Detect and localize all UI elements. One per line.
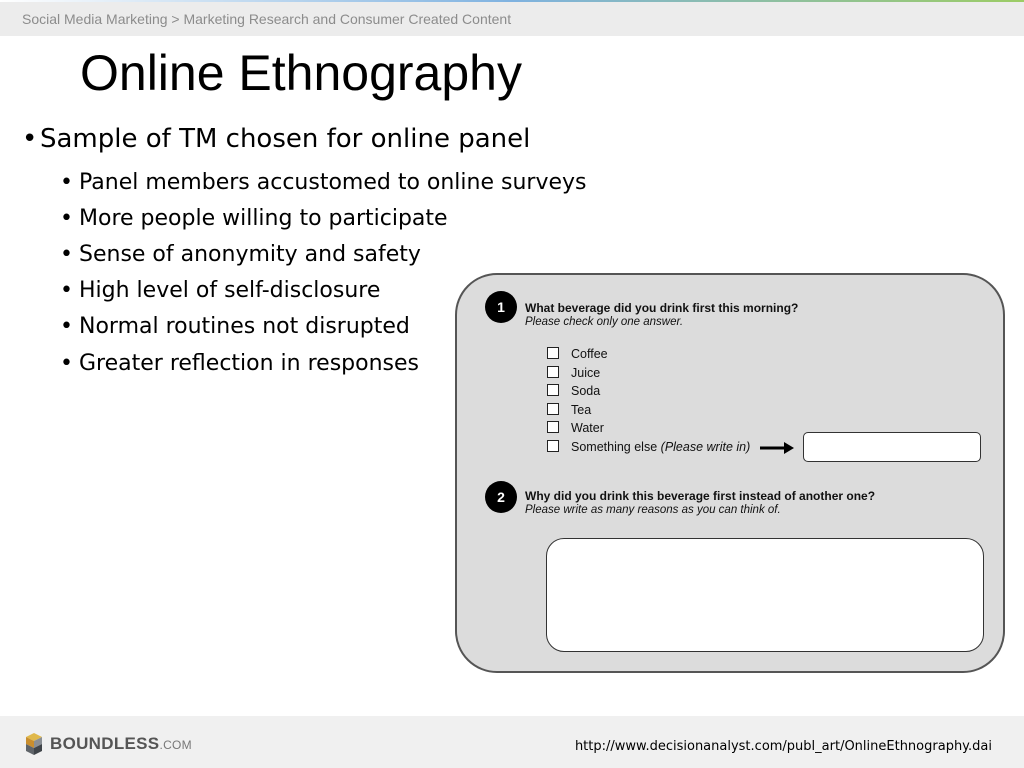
checkbox	[547, 384, 559, 396]
sub-bullet-text: High level of self-disclosure	[79, 278, 381, 303]
source-url: http://www.decisionanalyst.com/publ_art/OnlineEthnography.dai	[574, 739, 992, 754]
option-label: Juice	[571, 366, 601, 380]
survey-image	[455, 273, 1005, 673]
option-hint: (Please write in)	[660, 440, 751, 454]
question-2-text: Why did you drink this beverage first instead of another one?	[525, 489, 876, 503]
option-label: Water	[571, 421, 604, 435]
option-label: Soda	[571, 384, 601, 398]
logo-wordmark	[50, 734, 192, 754]
question-2-badge: 2	[485, 481, 517, 513]
bullet-dot: •	[60, 170, 73, 195]
bullet-text: Sample of TM chosen for online panel	[40, 124, 531, 154]
boundless-logo	[22, 732, 192, 758]
survey-option	[547, 421, 604, 437]
top-bar	[0, 0, 1024, 36]
write-in-box	[803, 432, 981, 462]
accent-line	[0, 0, 1024, 2]
survey-option	[547, 384, 600, 400]
survey-option	[547, 347, 608, 363]
sub-bullet-text: Greater reflection in responses	[79, 351, 419, 376]
checkbox	[547, 403, 559, 415]
sub-bullet-text: More people willing to participate	[79, 206, 448, 231]
sub-bullet-item	[60, 206, 448, 231]
breadcrumb: Social Media Marketing > Marketing Research and Consumer Created Content	[22, 11, 512, 27]
bullet-dot: •	[60, 314, 73, 339]
sub-bullet-item	[60, 242, 421, 267]
boundless-cubes-icon	[22, 732, 46, 756]
checkbox	[547, 440, 559, 452]
sub-bullet-item	[60, 314, 410, 339]
question-1-badge: 1	[485, 291, 517, 323]
sub-bullet-item	[60, 351, 419, 376]
sub-bullet-item	[60, 170, 587, 195]
bullet-item	[22, 124, 530, 154]
question-2-instruction: Please write as many reasons as you can think of.	[525, 504, 781, 516]
survey-option-other	[547, 440, 794, 456]
bullet-dot: •	[22, 124, 38, 154]
sub-bullet-item	[60, 278, 380, 303]
footer	[0, 716, 1024, 768]
question-1-text: What beverage did you drink first this morning?	[525, 301, 799, 315]
sub-bullet-text: Panel members accustomed to online surveys	[79, 170, 587, 195]
arrow-right-icon	[760, 442, 794, 454]
checkbox	[547, 421, 559, 433]
survey-option	[547, 366, 600, 382]
checkbox	[547, 347, 559, 359]
option-label: Coffee	[571, 347, 608, 361]
survey-option	[547, 403, 591, 419]
sub-bullet-text: Sense of anonymity and safety	[79, 242, 421, 267]
slide-title: Online Ethnography	[80, 45, 522, 101]
question-1-instruction: Please check only one answer.	[525, 316, 684, 328]
bullet-dot: •	[60, 278, 73, 303]
answer-box	[546, 538, 984, 652]
logo-word: BOUNDLESS	[50, 734, 160, 753]
sub-bullet-text: Normal routines not disrupted	[79, 314, 410, 339]
option-label: Something else	[571, 440, 658, 454]
checkbox	[547, 366, 559, 378]
bullet-dot: •	[60, 206, 73, 231]
logo-suffix: .COM	[159, 738, 192, 752]
bullet-dot: •	[60, 351, 73, 376]
bullet-dot: •	[60, 242, 73, 267]
option-label: Tea	[571, 403, 592, 417]
